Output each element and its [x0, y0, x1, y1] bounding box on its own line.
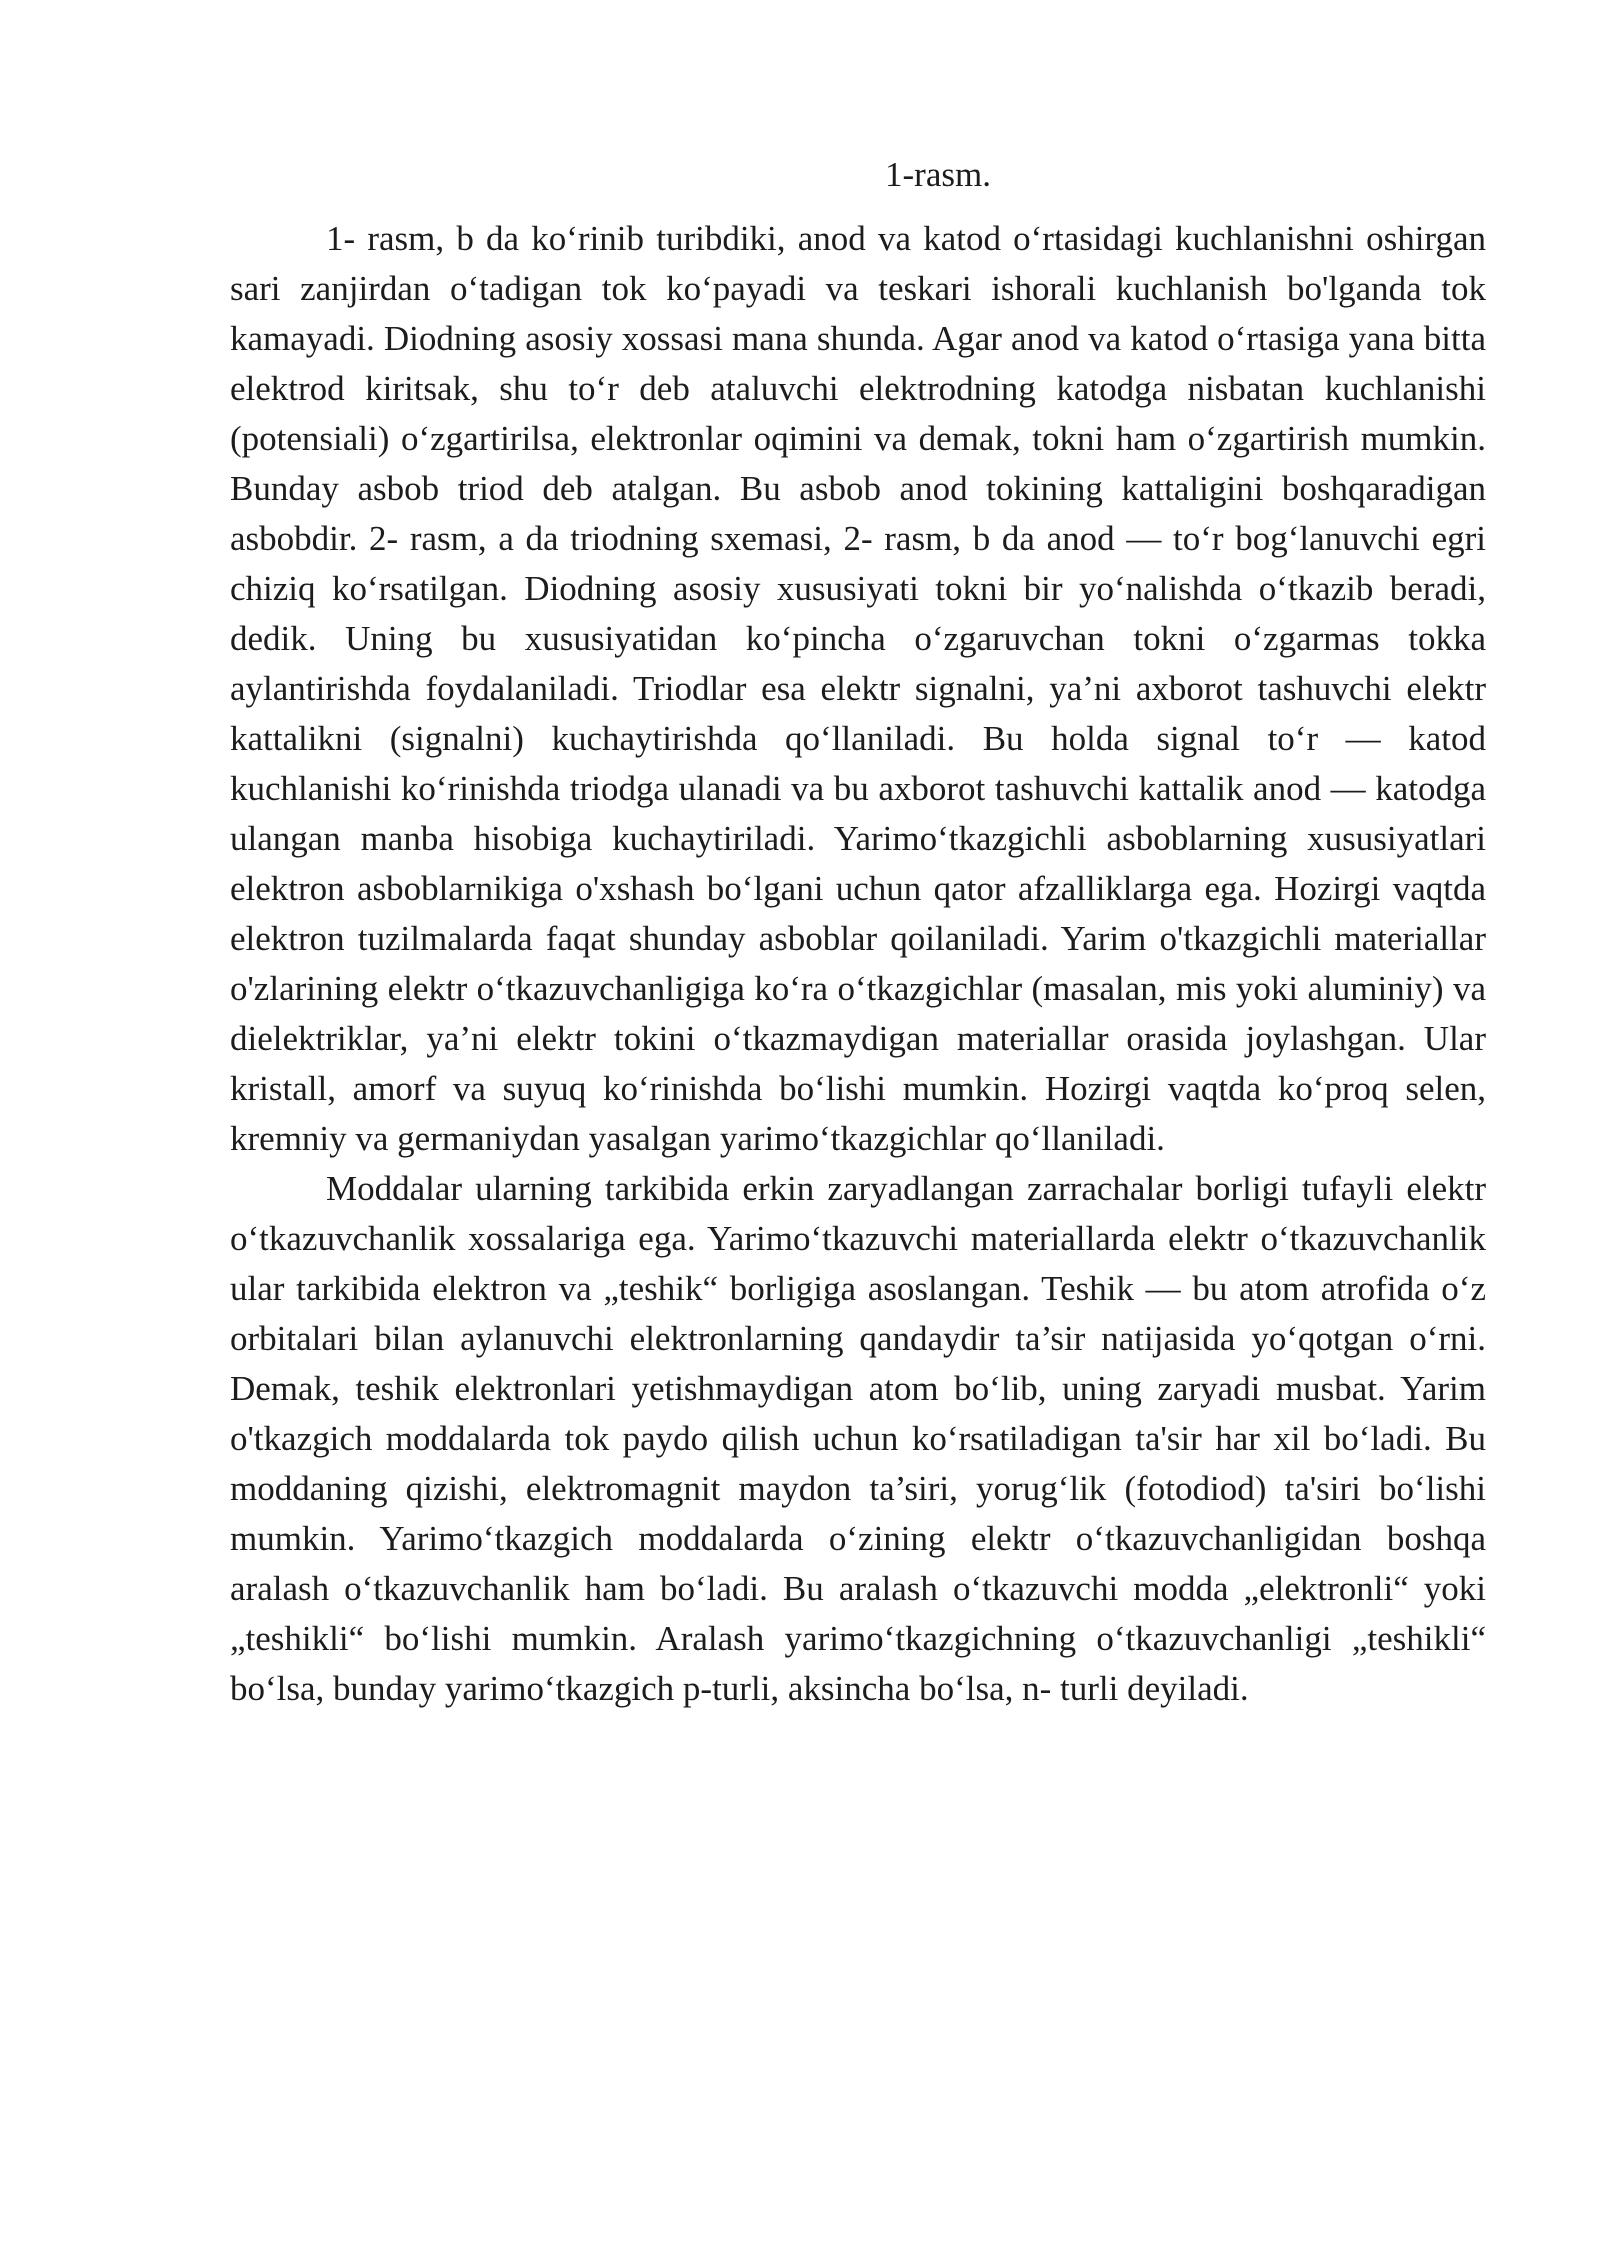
paragraph-1: 1- rasm, b da koʻrinib turibdiki, anod va katod oʻrtasidagi kuchlanishni oshirgan sari zanjirdan oʻtadigan tok koʻpayadi va teskari ishorali kuchlanish bo'lganda tok kamayadi. Diodning asosiy xossasi mana shunda. Agar anod va katod oʻrtasiga yana bitta elektrod kiritsak, shu toʻr deb ataluvchi elektrodning katodga nisbatan kuchlanishi (potensiali) oʻzgartirilsa, elektronlar oqimini va demak, tokni ham oʻzgartirish mumkin. Bunday asbob triod deb atalgan. Bu asbob anod tokining kattaligini boshqaradigan asbobdir. 2- rasm, a da triodning sxemasi, 2- rasm, b da anod — toʻr bogʻlanuvchi egri chiziq koʻrsatilgan. Diodning asosiy xususiyati tokni bir yoʻnalishda oʻtkazib beradi, dedik. Uning bu xususiyatidan koʻpincha oʻzgaruvchan tokni oʻzgarmas tokka aylantirishda foydalaniladi. Triodlar esa elektr signalni, ya’ni axborot tashuvchi elektr kattalikni (signalni) kuchaytirishda qoʻllaniladi. Bu holda signal toʻr — katod kuchlanishi koʻrinishda triodga ulanadi va bu axborot tashuvchi kattalik anod — katodga ulangan manba hisobiga kuchaytiriladi. Yarimoʻtkazgichli asboblarning xususiyatlari elektron asboblarnikiga o'xshash boʻlgani uchun qator afzalliklarga ega. Hozirgi vaqtda elektron tuzilmalarda faqat shunday asboblar qoilaniladi. Yarim o'tkazgichli materiallar o'zlarining elektr oʻtkazuvchanligiga koʻra oʻtkazgichlar (masalan, mis yoki aluminiy) va dielektriklar, ya’ni elektr tokini oʻtkazmaydigan materiallar orasida joylashgan. Ular kristall, amorf va suyuq koʻrinishda boʻlishi mumkin. Hozirgi vaqtda koʻproq selen, kremniy va germaniydan yasalgan yarimoʻtkazgichlar qoʻllaniladi. — [230, 219, 1486, 1158]
paragraph-2: Moddalar ularning tarkibida erkin zaryadlangan zarrachalar borligi tufayli elektr oʻtkazuvchanlik xossalariga ega. Yarimoʻtkazuvchi materiallarda elektr oʻtkazuvchanlik ular tarkibida elektron va „teshik“ borligiga asoslangan. Teshik — bu atom atrofida oʻz orbitalari bilan aylanuvchi elektronlarning qandaydir ta’sir natijasida yoʻqotgan oʻrni. Demak, teshik elektronlari yetishmaydigan atom boʻlib, uning zaryadi musbat. Yarim o'tkazgich moddalarda tok paydo qilish uchun koʻrsatiladigan ta'sir har xil boʻladi. Bu moddaning qizishi, elektromagnit maydon ta’siri, yorugʻlik (fotodiod) ta'siri boʻlishi mumkin. Yarimoʻtkazgich moddalarda oʻzining elektr oʻtkazuvchanligidan boshqa aralash oʻtkazuvchanlik ham boʻladi. Bu aralash oʻtkazuvchi modda „elektronli“ yoki „teshikli“ boʻlishi mumkin. Aralash yarimoʻtkazgichning oʻtkazuvchanligi „teshikli“ boʻlsa, bunday yarimoʻtkazgich p-turli, aksincha boʻlsa, n- turli deyiladi. — [230, 1169, 1486, 1708]
figure-caption: 1-rasm. — [885, 155, 991, 194]
page-content — [230, 150, 1486, 1714]
